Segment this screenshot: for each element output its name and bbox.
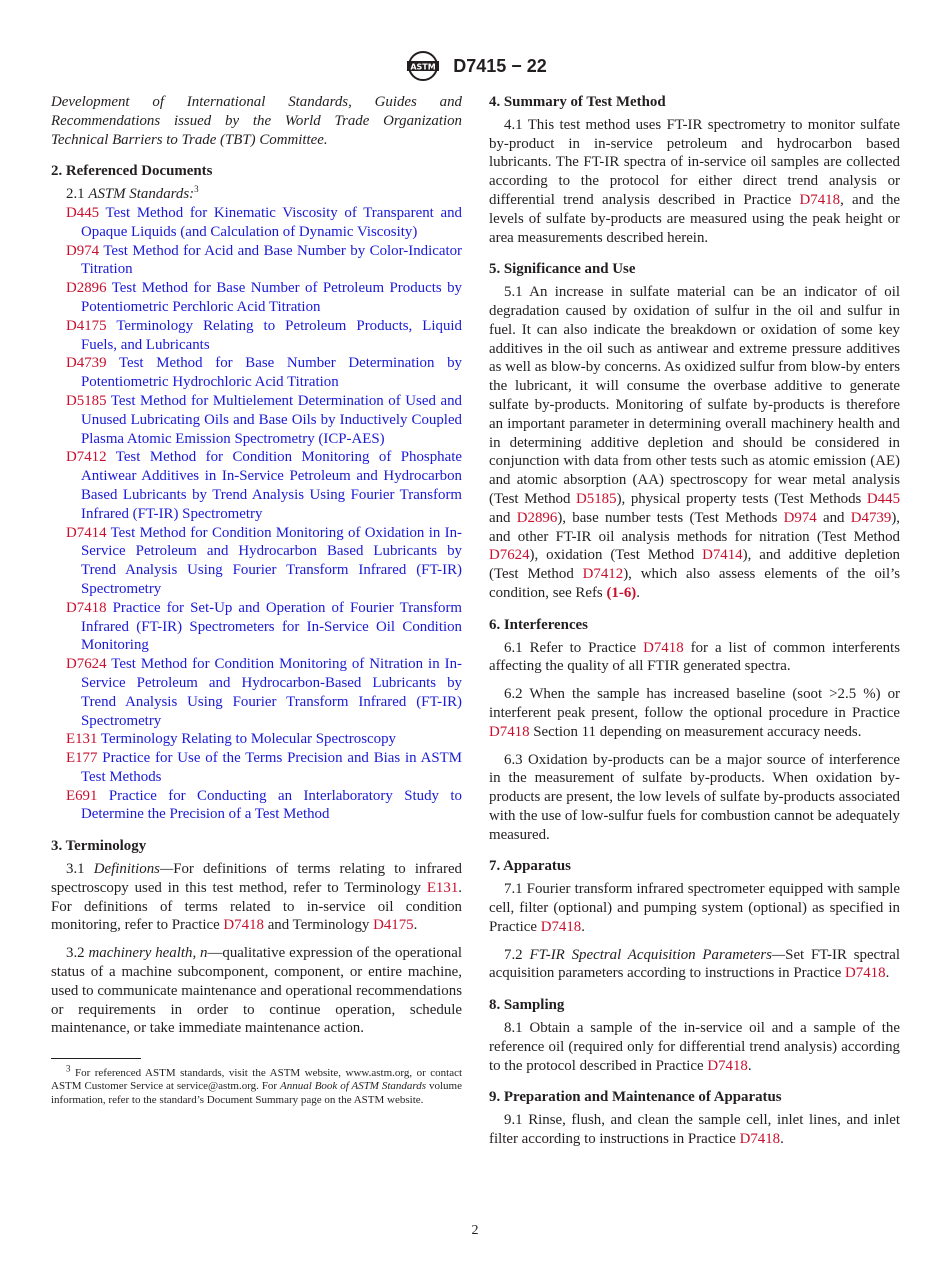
section-4-1: 4.1 This test method uses FT-IR spectrometry to monitor sulfate by-product in in-service petroleum and hydrocarbon based lubricants. The FT-IR spectra of in-service oil samples are collected according to the protocol for either direct trend analysis or differential trend analysis described in Practice D7418, and the levels of sulfate by-products are measured using the peak height or area measurements described herein. [489,116,900,246]
page-header [0,50,950,82]
link-d445[interactable]: D445 [866,490,901,507]
link-d4739[interactable]: D4739 [850,509,892,526]
section-5-1: 5.1 An increase in sulfate material can be an indicator of oil degradation caused by oxidation of sulfur in the oil and sulfur in fuel. It can also indicate the breakdown or oxidation of some key additives in the oil such as antiwear and extreme pressure additives as well as blow-by concerns. As oxidized sulfur from blow-by enters the lubricant, it will consume the overbase additive to generate sulfate by-products. Monitoring of sulfate by-products is therefore an important parameter in determining overall machinery health and in determining additive depletion and should be considered in conjunction with data from other tests such as atomic emission (AE) and atomic absorption (AA) spectroscopy for wear metal analysis (Test Method D5185), physical property tests (Test Methods D445 and D2896), base number tests (Test Methods D974 and D4739), and other FT-IR oil analysis methods for nitration (Test Method D7624), oxidation (Test Method D7414), and additive depletion (Test Method D7412), which also assess elements of the oil’s condition, see Refs (1-6). [489,284,901,601]
link-d7414[interactable]: D7414 [702,547,743,564]
link-d7418[interactable]: D7418 [799,191,841,208]
section-2-1: 2.1 ASTM Standards:$^3$ [66,184,199,203]
footnote: $^3$ For referenced ASTM standards, visit the ASTM website, www.astm.org, or contact ASTM Customer Service at service@astm.org. For Annual Book of ASTM Standards volume information, refer to the standard’s Document Summary page on the ASTM website. [51,1063,463,1106]
section-3-2: 3.2 machinery health, n—qualitative expression of the operational status of a machine subcomponent, component, or entire machine, used to communicate maintenance and operational recommendations or requirements in order to continue operation, schedule maintenance, or take immediate maintenance action. [51,945,462,1037]
right-column [489,93,900,1149]
reference-code[interactable]: D7624 [66,656,107,673]
link-d7418[interactable]: D7418 [845,965,886,982]
section-6-3: 6.3 Oxidation by-products can be a major source of interference in the measurement of sulfate by-products. When oxidation by-products are present, the low levels of sulfate by-products associated with the use of low-sulfur fuels for combustion cannot be adequately measured. [489,751,900,843]
section-9-heading: 9. Preparation and Maintenance of Apparatus [489,1089,782,1106]
reference-code[interactable]: D7414 [66,524,107,541]
link-d7418[interactable]: D7418 [643,639,684,656]
link-d7418[interactable]: D7418 [739,1131,781,1148]
section-8-heading: 8. Sampling [489,997,565,1014]
reference-item[interactable]: E177 Practice for Use of the Terms Precision and Bias in ASTM Test Methods [66,750,462,785]
section-6-1: 6.1 Refer to Practice D7418 for a list of common interferents affecting the quality of all FTIR generated spectra. [489,639,900,675]
intro-paragraph: Development of International Standards, Guides and Recommendations issued by the World Trade Organization Technical Barriers to Trade (TBT) Committee. [51,94,462,148]
link-d7418[interactable]: D7418 [540,918,582,935]
reference-code[interactable]: D4175 [66,317,107,334]
reference-item[interactable]: D445 Test Method for Kinematic Viscosity of Transparent and Opaque Liquids (and Calculation of Dynamic Viscosity) [66,204,462,240]
reference-code[interactable]: D7412 [66,449,107,466]
link-d7412[interactable]: D7412 [582,566,624,583]
reference-item[interactable]: D7412 Test Method for Condition Monitoring of Phosphate Antiwear Additives in In-Service Petroleum and Hydrocarbon Based Lubricants by Trend Analysis Using Fourier Transform Infrared (FT-IR) Spectrometry [66,449,462,522]
link-d7624[interactable]: D7624 [489,547,530,564]
astm-logo-icon [403,50,443,82]
reference-item[interactable]: D2896 Test Method for Base Number of Petroleum Products by Potentiometric Perchloric Acid Titration [66,280,462,315]
reference-item[interactable]: E131 Terminology Relating to Molecular Spectroscopy [66,731,396,748]
section-2-heading: 2. Referenced Documents [51,163,213,180]
link-d2896[interactable]: D2896 [516,509,558,526]
section-6-2: 6.2 When the sample has increased baseline (soot >2.5 %) or interferent peak present, follow the optional procedure in Practice D7418 Section 11 depending on measurement accuracy needs. [489,686,900,740]
section-8-1: 8.1 Obtain a sample of the in-service oil and a sample of the reference oil (required only for differential trend analysis) according to the protocol described in Practice D7418. [489,1020,900,1074]
section-7-2: 7.2 FT-IR Spectral Acquisition Parameters—Set FT-IR spectral acquisition parameters according to instructions in Practice D7418. [489,946,901,982]
reference-code[interactable]: E177 [66,750,98,767]
section-3-heading: 3. Terminology [51,838,147,855]
reference-list [51,204,462,824]
reference-code[interactable]: E691 [66,787,98,804]
link-d5185[interactable]: D5185 [576,490,617,507]
link-d7418[interactable]: D7418 [489,723,530,740]
reference-item[interactable]: D7418 Practice for Set-Up and Operation of Fourier Transform Infrared (FT-IR) Spectrometers for In-Service Oil Condition Monitoring [66,599,462,654]
designation: D7415 − 22 [453,55,547,76]
reference-item[interactable]: E691 Practice for Conducting an Interlaboratory Study to Determine the Precision of a Test Method [66,787,462,823]
page-number: 2 [471,1223,479,1238]
reference-code[interactable]: D445 [66,204,100,221]
section-9-1: 9.1 Rinse, flush, and clean the sample cell, inlet lines, and inlet filter according to instructions in Practice D7418. [489,1112,900,1148]
reference-code[interactable]: D974 [66,242,100,259]
reference-item[interactable]: D7624 Test Method for Condition Monitoring of Nitration in In-Service Petroleum and Hydrocarbon-Based Lubricants by Trend Analysis Using Fourier Transform Infrared (FT-IR) Spectrometry [66,656,462,729]
section-7-heading: 7. Apparatus [489,858,571,875]
left-column [51,93,462,1107]
section-3-1: 3.1 Definitions—For definitions of terms relating to infrared spectroscopy used in this test method, refer to Terminology E131. For definitions of terms related to in-service oil condition monitoring, refer to Practice D7418 and Terminology D4175. [51,861,462,934]
reference-item[interactable]: D974 Test Method for Acid and Base Number by Color-Indicator Titration [66,242,462,278]
link-refs[interactable]: (1-6) [606,584,637,601]
reference-code[interactable]: D2896 [66,280,107,297]
svg-text:ASTM: ASTM [410,62,436,72]
section-4-heading: 4. Summary of Test Method [489,94,666,110]
reference-item[interactable]: D7414 Test Method for Condition Monitoring of Oxidation in In-Service Petroleum and Hydrocarbon Based Lubricants by Trend Analysis Using Fourier Transform Infrared (FT-IR) Spectrometry [66,524,462,597]
link-d974[interactable]: D974 [783,509,817,526]
link-d7418[interactable]: D7418 [707,1057,748,1074]
section-5-heading: 5. Significance and Use [489,261,636,278]
reference-item[interactable]: D4739 Test Method for Base Number Determination by Potentiometric Hydrochloric Acid Titration [66,355,462,391]
footnote-divider [51,1058,141,1059]
link-d4175[interactable]: D4175 [373,917,414,934]
reference-item[interactable]: D4175 Terminology Relating to Petroleum Products, Liquid Fuels, and Lubricants [66,317,462,353]
reference-item[interactable]: D5185 Test Method for Multielement Determination of Used and Unused Lubricating Oils and Base Oils by Inductively Coupled Plasma Atomic Emission Spectrometry (ICP-AES) [66,392,462,447]
link-d7418[interactable]: D7418 [223,917,264,934]
reference-code[interactable]: D7418 [66,599,107,616]
reference-code[interactable]: D5185 [66,392,107,409]
reference-code[interactable]: E131 [66,731,98,748]
section-7-1: 7.1 Fourier transform infrared spectrometer equipped with sample cell, filter (optional) and pumping system (optional) as specified in Practice D7418. [489,881,900,935]
section-6-heading: 6. Interferences [489,616,588,633]
reference-code[interactable]: D4739 [66,355,107,372]
link-e131[interactable]: E131 [426,879,459,896]
